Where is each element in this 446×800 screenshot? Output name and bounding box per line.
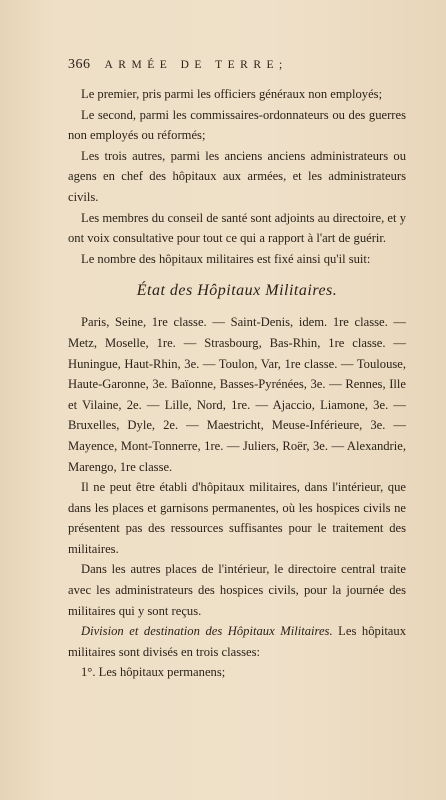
page-body	[68, 84, 406, 683]
paragraph-conseil-de-sante: Les membres du conseil de santé sont adjoints au directoire, et y ont voix consultative pour tout ce qui a rapport à l'art de guérir.	[68, 210, 406, 246]
last-line: 1°. Les hôpitaux permanens;	[81, 665, 226, 680]
division-heading: Division et destination des Hôpitaux Militaires.	[81, 624, 333, 639]
paragraph-premier: Le premier, pris parmi les officiers généraux non employés;	[81, 87, 383, 101]
paragraph-etablissement: Il ne peut être établi d'hôpitaux militaires, dans l'intérieur, que dans les places et garnisons permanentes, où les hospices civils ne présentent pas des ressources suffisantes pour le traitement des militaires.	[68, 480, 406, 556]
paragraph-second: Le second, parmi les commissaires-ordonnateurs ou des guerres non employés ou réformés;	[68, 107, 406, 143]
hospital-list: Paris, Seine, 1re classe. — Saint-Denis, idem. 1re classe. — Metz, Moselle, 1re. — Strasbourg, Bas-Rhin, 1re classe. — Huningue, Haut-Rhin, 3e. — Toulon, Var, 1re classe. — Toulouse, Haute-Garonne, 3e. Baïonne, Basses-Pyrénées, 3e. — Rennes, Ille et Vilaine, 2e. — Lille, Nord, 1re. — Ajaccio, Liamone, 3e. — Bruxelles, Dyle, 2e. — Maestricht, Meuse-Inférieure, 3e. — Mayence, Mont-Tonnerre, 1re. — Juliers, Roër, 3e. — Alexandrie, Marengo, 1re classe.	[68, 315, 406, 474]
paragraph-autres-places: Dans les autres places de l'intérieur, le directoire central traite avec les administrateurs des hospices civils, pour la journée des militaires qui y sont reçus.	[68, 562, 406, 618]
section-title: État des Hôpitaux Militaires.	[136, 282, 338, 300]
running-head: ARMÉE DE TERRE;	[104, 59, 288, 71]
division-paragraph	[68, 621, 406, 662]
page-header	[68, 58, 406, 72]
paragraph-nombre-hopitaux: Le nombre des hôpitaux militaires est fixé ainsi qu'il suit:	[81, 251, 371, 266]
paragraph-trois-autres: Les trois autres, parmi les anciens anciens administrateurs ou agens en chef des hôpitaux aux armées, et les administrateurs civils.	[68, 148, 406, 204]
division-text: Les hôpitaux militaires sont divisés en trois classes:	[68, 624, 406, 659]
page-number: 366	[68, 57, 91, 72]
